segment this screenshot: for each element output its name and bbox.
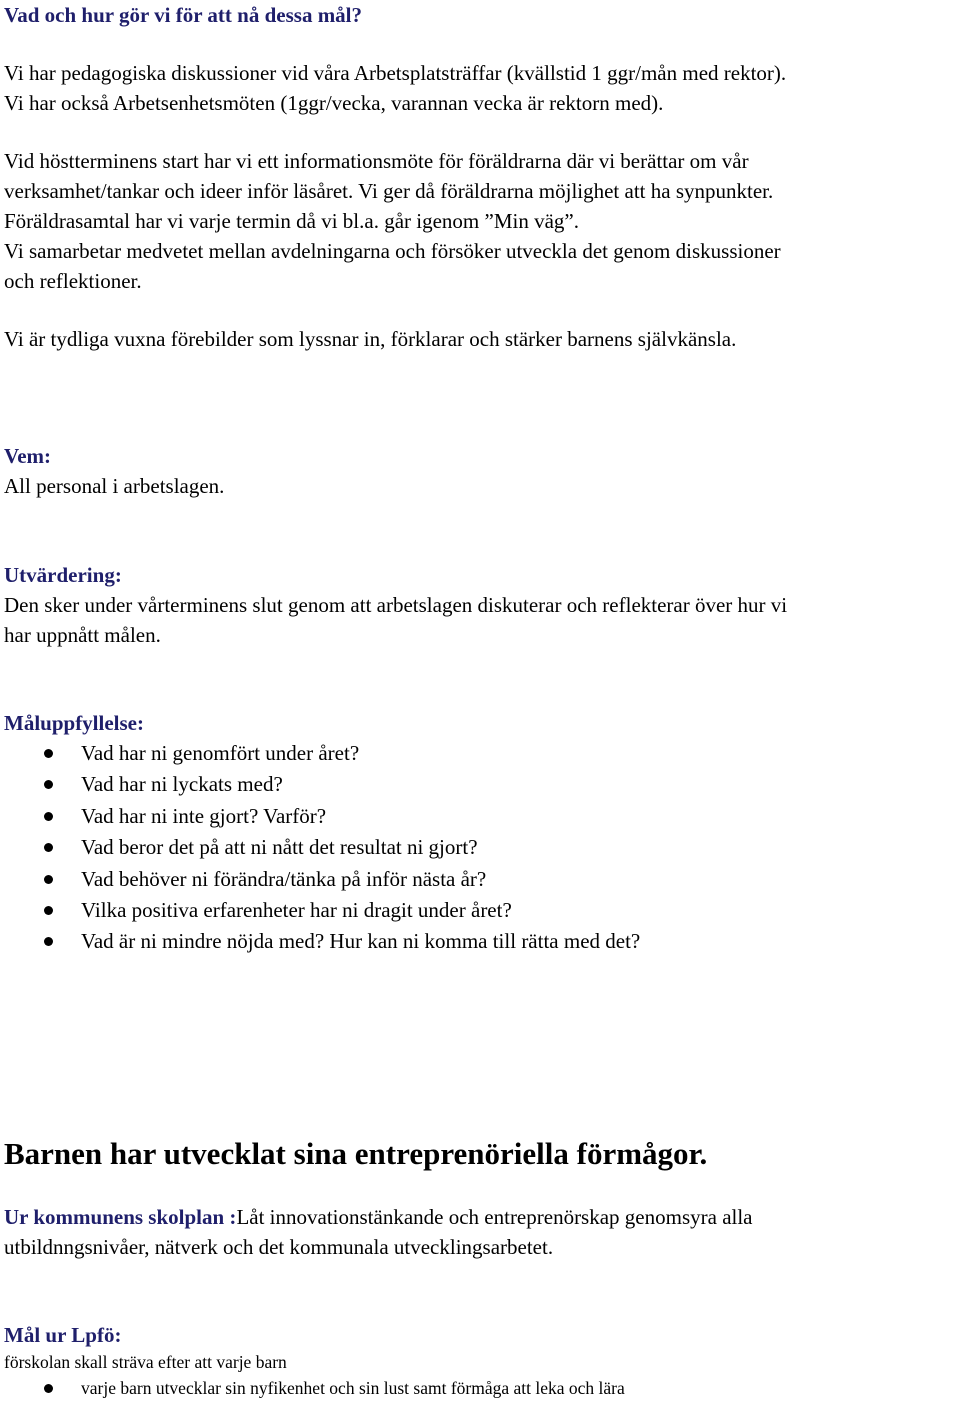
bullet-icon [44,937,53,946]
list-item: Vad har ni lyckats med? [81,772,283,796]
vem-heading: Vem: [4,444,52,468]
mal-intro: förskolan skall sträva efter att varje barn [4,1352,287,1372]
paragraph-line: Vi har pedagogiska diskussioner vid våra Arbetsplatsträffar (kvällstid 1 ggr/mån med rektor). [4,61,787,85]
section-heading-how: Vad och hur gör vi för att nå dessa mål? [4,3,363,27]
bullet-icon [44,812,53,821]
section-title: Barnen har utvecklat sina entreprenöriella förmågor. [4,1136,708,1171]
vem-text: All personal i arbetslagen. [4,474,225,498]
list-item: Vad har ni genomfört under året? [81,741,360,765]
skolplan-line-2: utbildnngsnivåer, nätverk och det kommunala utvecklingsarbetet. [4,1235,554,1259]
paragraph-line: Föräldrasamtal har vi varje termin då vi bl.a. går igenom ”Min väg”. [4,209,579,233]
skolplan-text: Låt innovationstänkande och entreprenörskap genomsyra alla [236,1205,753,1229]
utvardering-heading: Utvärdering: [4,563,122,587]
paragraph-line: Vi har också Arbetsenhetsmöten (1ggr/vecka, varannan vecka är rektorn med). [4,91,664,115]
bullet-icon [44,780,53,789]
paragraph-line: Vi är tydliga vuxna förebilder som lyssnar in, förklarar och stärker barnens självkänsla. [4,327,737,351]
list-item: varje barn utvecklar sin nyfikenhet och sin lust samt förmåga att leka och lära [81,1378,625,1398]
skolplan-line [4,1202,753,1232]
list-item: Vad är ni mindre nöjda med? Hur kan ni komma till rätta med det? [81,929,641,953]
bullet-icon [44,843,53,852]
bullet-icon [44,875,53,884]
bullet-icon [44,749,53,758]
list-item: Vad behöver ni förändra/tänka på inför nästa år? [81,867,487,891]
paragraph-line: verksamhet/tankar och ideer inför läsåret. Vi ger då föräldrarna möjlighet att ha synpunkter. [4,179,774,203]
list-item: Vad beror det på att ni nått det resultat ni gjort? [81,835,478,859]
mal-heading: Mål ur Lpfö: [4,1323,122,1347]
paragraph-line: Vid höstterminens start har vi ett informationsmöte för föräldrarna där vi berättar om vår [4,149,749,173]
maluppfyllelse-heading: Måluppfyllelse: [4,711,144,735]
paragraph-line: Vi samarbetar medvetet mellan avdelningarna och försöker utveckla det genom diskussioner [4,239,781,263]
list-item: Vilka positiva erfarenheter har ni dragit under året? [81,898,512,922]
utvardering-line: har uppnått målen. [4,623,161,647]
bullet-icon [44,906,53,915]
list-item: Vad har ni inte gjort? Varför? [81,804,327,828]
utvardering-line: Den sker under vårterminens slut genom att arbetslagen diskuterar och reflekterar över hur vi [4,593,788,617]
bullet-icon [44,1384,53,1393]
skolplan-label: Ur kommunens skolplan : [4,1205,237,1229]
paragraph-line: och reflektioner. [4,269,142,293]
